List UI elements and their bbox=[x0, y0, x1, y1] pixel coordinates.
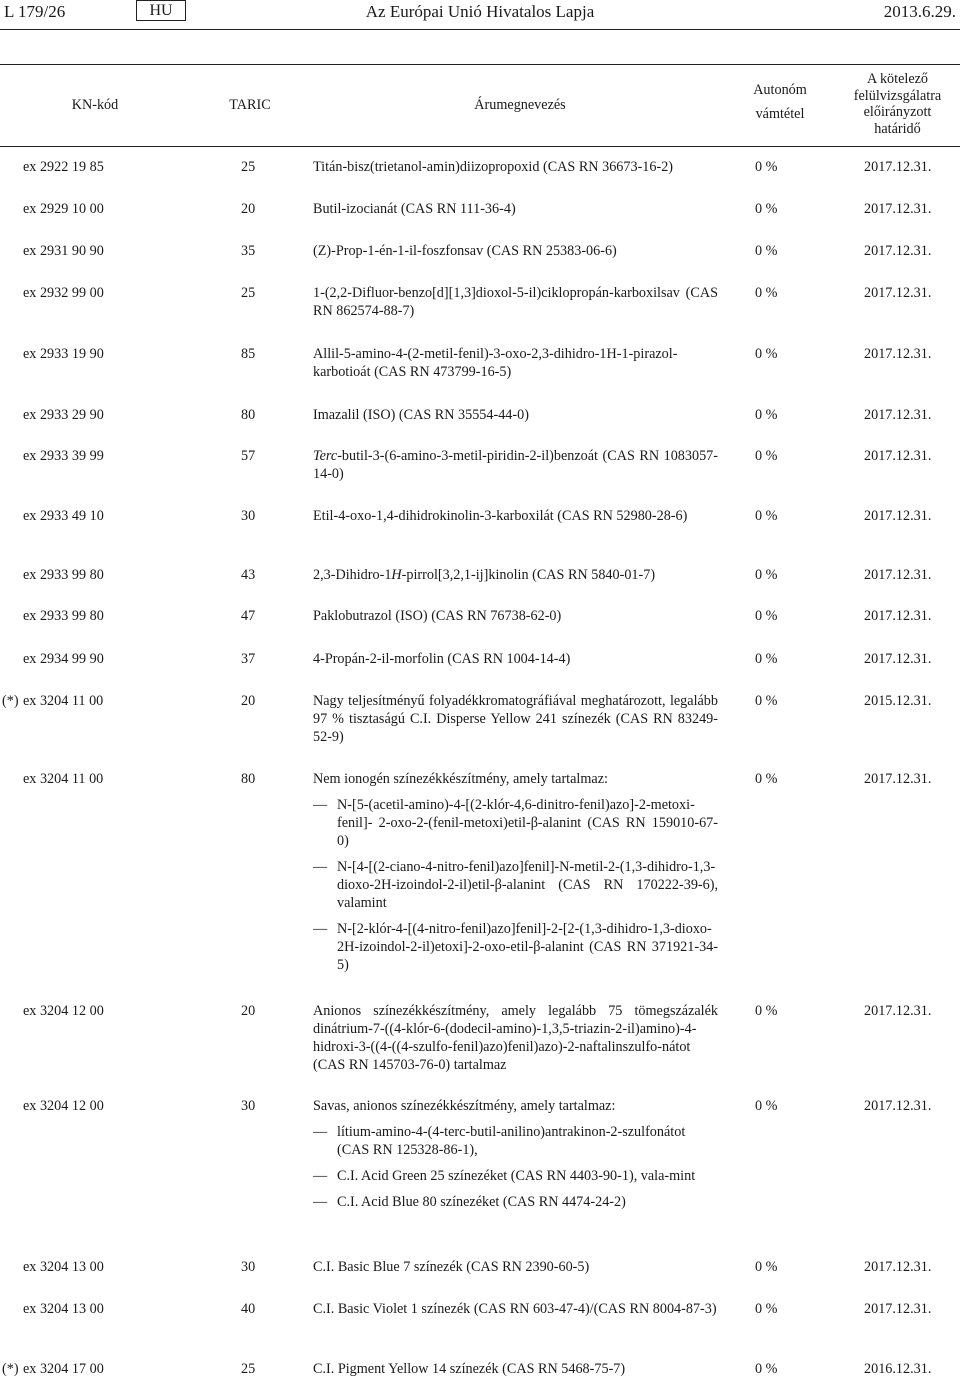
description-text: Titán-bisz(trietanol-amin)diizopropoxid (CAS RN 36673-16-2) bbox=[313, 159, 674, 175]
description-sub-item: — C.I. Acid Green 25 színezéket (CAS RN 4403-90-1), vala-mint bbox=[313, 1167, 718, 1185]
description-text: -pirrol[3,2,1-ij]kinolin (CAS RN 5840-01-7) bbox=[401, 567, 656, 583]
description-text: Imazalil (ISO) (CAS RN 35554-44-0) bbox=[313, 407, 529, 423]
duty-rate: 0 % bbox=[755, 448, 778, 464]
review-date: 2017.12.31. bbox=[864, 243, 932, 259]
goods-description bbox=[313, 1300, 718, 1318]
goods-description bbox=[313, 507, 718, 525]
description-text: C.I. Pigment Yellow 14 színezék (CAS RN 5468-75-7) bbox=[313, 1361, 626, 1377]
goods-description bbox=[313, 406, 718, 424]
table-header bbox=[0, 64, 960, 146]
goods-description bbox=[313, 345, 718, 381]
duty-rate: 0 % bbox=[755, 285, 778, 301]
duty-rate: 0 % bbox=[755, 1259, 778, 1275]
review-date: 2015.12.31. bbox=[864, 693, 932, 709]
description-sub-item: — N-[4-[(2-ciano-4-nitro-fenil)azo]fenil]-N-metil-2-(1,3-dihidro-1,3-dioxo-2H-izoindol-2-il)etil-β-alanint (CAS RN 170222-39-6), valamint bbox=[313, 858, 718, 912]
note-marker: (*) bbox=[2, 693, 19, 709]
duty-rate: 0 % bbox=[755, 346, 778, 362]
description-text: -butil-3-(6-amino-3-metil-piridin-2-il)benzoát (CAS RN 1083057-14-0) bbox=[313, 448, 718, 482]
review-date: 2017.12.31. bbox=[864, 285, 932, 301]
kn-code: ex 2933 19 90 bbox=[23, 346, 104, 362]
duty-rate: 0 % bbox=[755, 693, 778, 709]
description-text: C.I. Basic Blue 7 színezék (CAS RN 2390-60-5) bbox=[313, 1259, 590, 1275]
taric-code: 25 bbox=[241, 159, 256, 175]
goods-description bbox=[313, 770, 718, 974]
taric-code: 30 bbox=[241, 1098, 256, 1114]
language-badge: HU bbox=[136, 0, 186, 21]
kn-code: ex 2929 10 00 bbox=[23, 201, 104, 217]
review-date: 2017.12.31. bbox=[864, 771, 932, 787]
kn-code: ex 3204 13 00 bbox=[23, 1259, 104, 1275]
kn-code: ex 3204 17 00 bbox=[23, 1361, 104, 1377]
description-text: Savas, anionos színezékkészítmény, amely tartalmaz: bbox=[313, 1098, 616, 1114]
duty-rate: 0 % bbox=[755, 243, 778, 259]
goods-description bbox=[313, 607, 718, 625]
description-text: Paklobutrazol (ISO) (CAS RN 76738-62-0) bbox=[313, 608, 562, 624]
kn-code: ex 3204 11 00 bbox=[23, 693, 104, 709]
taric-code: 30 bbox=[241, 508, 256, 524]
taric-code: 43 bbox=[241, 567, 256, 583]
taric-code: 25 bbox=[241, 285, 256, 301]
description-text: Nem ionogén színezékkészítmény, amely tartalmaz: bbox=[313, 771, 608, 787]
goods-description bbox=[313, 1002, 718, 1074]
description-prefix: 2,3-Dihidro-1 bbox=[313, 567, 392, 583]
description-text: Nagy teljesítményű folyadékkromatográfiával meghatározott, legalább 97 % tisztaságú C.I. Disperse Yellow 241 színezék (CAS RN 83249-52-9) bbox=[313, 693, 718, 745]
page-reference: L 179/26 bbox=[4, 2, 66, 21]
col-description: Árumegnevezés bbox=[474, 97, 566, 113]
kn-code: ex 2933 39 99 bbox=[23, 448, 104, 464]
taric-code: 25 bbox=[241, 1361, 256, 1377]
goods-description bbox=[313, 447, 718, 483]
header-divider bbox=[0, 29, 960, 30]
description-text: C.I. Basic Violet 1 színezék (CAS RN 603-47-4)/(CAS RN 8004-87-3) bbox=[313, 1301, 717, 1317]
kn-code: ex 3204 12 00 bbox=[23, 1098, 104, 1114]
table-header-rule bbox=[0, 146, 960, 147]
duty-rate: 0 % bbox=[755, 771, 778, 787]
goods-description bbox=[313, 1097, 718, 1211]
description-sub-item: — N-[5-(acetil-amino)-4-[(2-klór-4,6-dinitro-fenil)azo]-2-metoxi-fenil]- 2-oxo-2-(fenil-metoxi)etil-β-alanint (CAS RN 159010-67-0) bbox=[313, 796, 718, 850]
note-marker: (*) bbox=[2, 1361, 19, 1377]
review-date: 2017.12.31. bbox=[864, 159, 932, 175]
goods-description bbox=[313, 242, 718, 260]
description-sub-item: — lítium-amino-4-(4-terc-butil-anilino)antrakinon-2-szulfonátot (CAS RN 125328-86-1), bbox=[313, 1123, 718, 1159]
duty-rate: 0 % bbox=[755, 1361, 778, 1377]
review-date: 2017.12.31. bbox=[864, 1003, 932, 1019]
taric-code: 40 bbox=[241, 1301, 256, 1317]
goods-description bbox=[313, 284, 718, 320]
goods-description bbox=[313, 650, 718, 668]
kn-code: ex 2933 29 90 bbox=[23, 407, 104, 423]
goods-description bbox=[313, 1360, 718, 1378]
duty-rate: 0 % bbox=[755, 651, 778, 667]
taric-code: 37 bbox=[241, 651, 256, 667]
description-italic: H bbox=[391, 567, 402, 583]
description-sub-item: — N-[2-klór-4-[(4-nitro-fenil)azo]fenil]-2-[2-(1,3-dihidro-1,3-dioxo-2H-izoindol-2-il)etoxi]-2-oxo-etil-β-alanint (CAS RN 371921-34-5) bbox=[313, 920, 718, 974]
duty-rate: 0 % bbox=[755, 1003, 778, 1019]
taric-code: 35 bbox=[241, 243, 256, 259]
taric-code: 20 bbox=[241, 1003, 256, 1019]
goods-description bbox=[313, 200, 718, 218]
kn-code: ex 3204 12 00 bbox=[23, 1003, 104, 1019]
taric-code: 20 bbox=[241, 693, 256, 709]
review-date: 2017.12.31. bbox=[864, 651, 932, 667]
description-text: Anionos színezékkészítmény, amely legalább 75 tömegszázalék dinátrium-7-((4-klór-6-(dodecil-amino)-1,3,5-triazin-2-il)amino)-4-hidroxi-3-((4-((4-szulfo-fenil)azo)fenil)azo)-2-naftalinszulfo-nátot (CAS RN 145703-76-0) tartalmaz bbox=[313, 1003, 718, 1073]
kn-code: ex 3204 11 00 bbox=[23, 771, 104, 787]
duty-rate: 0 % bbox=[755, 201, 778, 217]
kn-code: ex 2933 99 80 bbox=[23, 608, 104, 624]
kn-code: ex 2922 19 85 bbox=[23, 159, 104, 175]
duty-rate: 0 % bbox=[755, 508, 778, 524]
taric-code: 85 bbox=[241, 346, 256, 362]
goods-description bbox=[313, 566, 718, 584]
review-date: 2017.12.31. bbox=[864, 346, 932, 362]
description-text: (Z)-Prop-1-én-1-il-foszfonsav (CAS RN 25383-06-6) bbox=[313, 243, 617, 259]
review-date: 2017.12.31. bbox=[864, 407, 932, 423]
review-date: 2017.12.31. bbox=[864, 608, 932, 624]
col-taric: TARIC bbox=[229, 97, 271, 113]
kn-code: ex 2933 99 80 bbox=[23, 567, 104, 583]
goods-description bbox=[313, 692, 718, 746]
description-sub-item: — C.I. Acid Blue 80 színezéket (CAS RN 4474-24-2) bbox=[313, 1193, 718, 1211]
taric-code: 20 bbox=[241, 201, 256, 217]
duty-rate: 0 % bbox=[755, 567, 778, 583]
col-review-date: A kötelező felülvizsgálatra előirányzott határidő bbox=[853, 71, 942, 137]
goods-description bbox=[313, 158, 718, 176]
duty-rate: 0 % bbox=[755, 608, 778, 624]
taric-code: 57 bbox=[241, 448, 256, 464]
review-date: 2017.12.31. bbox=[864, 1301, 932, 1317]
taric-code: 80 bbox=[241, 407, 256, 423]
description-text: Butil-izocianát (CAS RN 111-36-4) bbox=[313, 201, 516, 217]
review-date: 2017.12.31. bbox=[864, 508, 932, 524]
duty-rate: 0 % bbox=[755, 1301, 778, 1317]
description-italic: Terc bbox=[313, 448, 338, 464]
page-header bbox=[0, 0, 960, 26]
description-text: Etil-4-oxo-1,4-dihidrokinolin-3-karboxilát (CAS RN 52980-28-6) bbox=[313, 508, 688, 524]
publication-date: 2013.6.29. bbox=[883, 2, 956, 21]
taric-code: 80 bbox=[241, 771, 256, 787]
kn-code: ex 2934 99 90 bbox=[23, 651, 104, 667]
taric-code: 30 bbox=[241, 1259, 256, 1275]
col-kn-code: KN-kód bbox=[71, 97, 119, 113]
kn-code: ex 2931 90 90 bbox=[23, 243, 104, 259]
review-date: 2017.12.31. bbox=[864, 448, 932, 464]
review-date: 2017.12.31. bbox=[864, 1259, 932, 1275]
description-text: Allil-5-amino-4-(2-metil-fenil)-3-oxo-2,3-dihidro-1H-1-pirazol-karbotioát (CAS RN 473799-16-5) bbox=[313, 346, 678, 380]
col-duty: Autonóm vámtétel bbox=[753, 82, 807, 122]
kn-code: ex 2932 99 00 bbox=[23, 285, 104, 301]
review-date: 2017.12.31. bbox=[864, 1098, 932, 1114]
duty-rate: 0 % bbox=[755, 1098, 778, 1114]
journal-title: Az Európai Unió Hivatalos Lapja bbox=[365, 2, 595, 21]
description-text: 1-(2,2-Difluor-benzo[d][1,3]dioxol-5-il)ciklopropán-karboxilsav (CAS RN 862574-88-7) bbox=[313, 285, 718, 319]
duty-rate: 0 % bbox=[755, 159, 778, 175]
description-text: 4-Propán-2-il-morfolin (CAS RN 1004-14-4) bbox=[313, 651, 571, 667]
goods-description bbox=[313, 1258, 718, 1276]
kn-code: ex 2933 49 10 bbox=[23, 508, 104, 524]
review-date: 2017.12.31. bbox=[864, 567, 932, 583]
review-date: 2017.12.31. bbox=[864, 201, 932, 217]
taric-code: 47 bbox=[241, 608, 256, 624]
duty-rate: 0 % bbox=[755, 407, 778, 423]
review-date: 2016.12.31. bbox=[864, 1361, 932, 1377]
kn-code: ex 3204 13 00 bbox=[23, 1301, 104, 1317]
